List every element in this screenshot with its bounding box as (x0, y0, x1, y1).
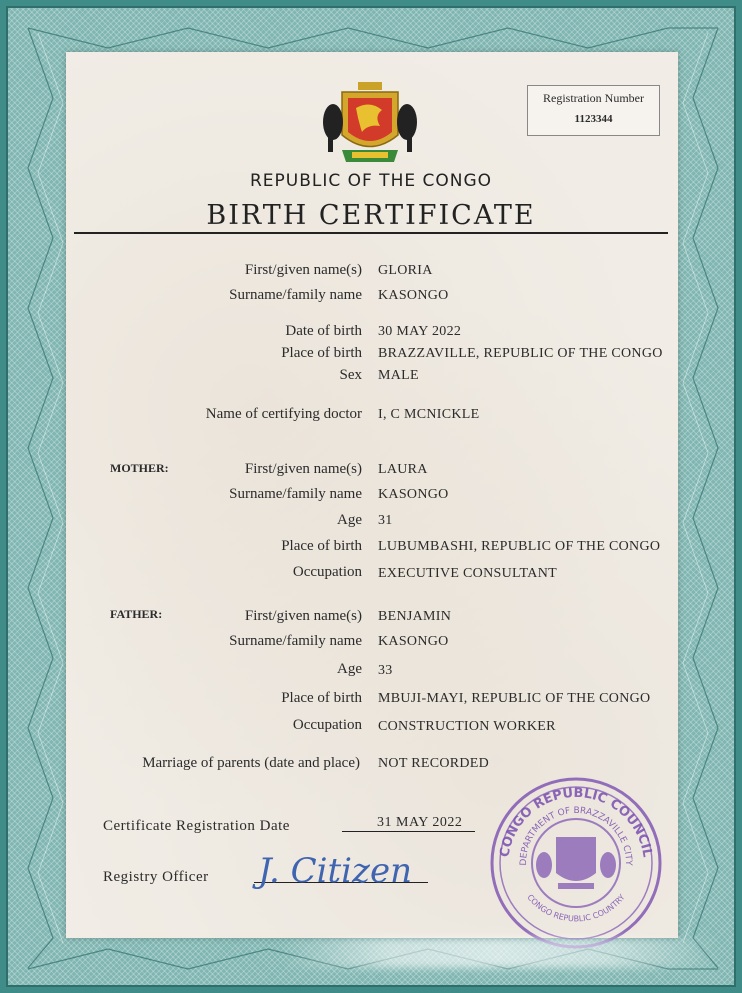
father-first-name-label: First/given name(s) (244, 608, 362, 624)
father-age: 33 (378, 663, 393, 678)
bottom-smudge (280, 938, 720, 968)
signature (252, 842, 428, 906)
mother-surname-label: Surname/family name (229, 486, 362, 502)
mother-occupation: EXECUTIVE CONSULTANT (378, 566, 557, 581)
doctor-label: Name of certifying doctor (205, 406, 362, 422)
mother-age: 31 (378, 513, 393, 528)
mother-surname: KASONGO (378, 487, 449, 502)
registration-number: 1123344 (574, 113, 613, 125)
svg-text:CONGO REPUBLIC COUNTRY (525, 893, 626, 924)
seal-top-text: CONGO REPUBLIC COUNCIL (497, 785, 655, 859)
sex-value: MALE (378, 368, 419, 383)
mother-pob: LUBUMBASHI, REPUBLIC OF THE CONGO (378, 539, 661, 554)
father-section-label: FATHER: (110, 607, 163, 621)
marriage-value: NOT RECORDED (378, 756, 490, 771)
father-first-name: BENJAMIN (378, 609, 452, 624)
father-pob: MBUJI-MAYI, REPUBLIC OF THE CONGO (378, 691, 651, 706)
father-occupation: CONSTRUCTION WORKER (378, 719, 556, 734)
pob-label: Place of birth (281, 345, 362, 361)
father-surname-label: Surname/family name (229, 633, 362, 649)
registry-officer-label: Registry Officer (103, 869, 209, 885)
child-first-name: GLORIA (378, 263, 433, 278)
signature-text: J. Citizen (258, 851, 412, 891)
certificate-title: BIRTH CERTIFICATE (206, 200, 536, 231)
registration-number-box (527, 85, 660, 136)
mother-first-name: LAURA (378, 462, 428, 477)
child-surname: KASONGO (378, 288, 449, 303)
father-age-label: Age (337, 661, 362, 677)
father-pob-label: Place of birth (281, 690, 362, 706)
registration-date-label: Certificate Registration Date (103, 818, 290, 834)
republic-heading: REPUBLIC OF THE CONGO (249, 171, 493, 191)
registration-date: 31 MAY 2022 (377, 815, 463, 830)
doctor-value: I, C MCNICKLE (378, 407, 480, 422)
child-first-name-label: First/given name(s) (244, 262, 362, 278)
coat-of-arms-icon (322, 80, 418, 170)
mother-section-label: MOTHER: (110, 461, 169, 475)
pob-value: BRAZZAVILLE, REPUBLIC OF THE CONGO (378, 346, 663, 361)
mother-first-name-label: First/given name(s) (244, 461, 362, 477)
official-seal-icon (488, 755, 664, 965)
mother-age-label: Age (337, 512, 362, 528)
father-occupation-label: Occupation (292, 717, 362, 733)
sex-label: Sex (339, 367, 362, 383)
title-divider (74, 232, 668, 234)
child-surname-label: Surname/family name (229, 287, 362, 303)
father-surname: KASONGO (378, 634, 449, 649)
registration-number-label: Registration Number (543, 91, 644, 105)
mother-pob-label: Place of birth (281, 538, 362, 554)
seal-bottom-text: CONGO REPUBLIC COUNTRY (525, 892, 627, 924)
dob-label: Date of birth (285, 323, 362, 339)
dob-value: 30 MAY 2022 (378, 324, 462, 339)
marriage-label: Marriage of parents (date and place) (142, 755, 360, 771)
registration-date-line (342, 831, 475, 832)
seal-inner-text: DEPARTMENT OF BRAZZAVILLE CITY (518, 805, 634, 866)
mother-occupation-label: Occupation (292, 564, 362, 580)
